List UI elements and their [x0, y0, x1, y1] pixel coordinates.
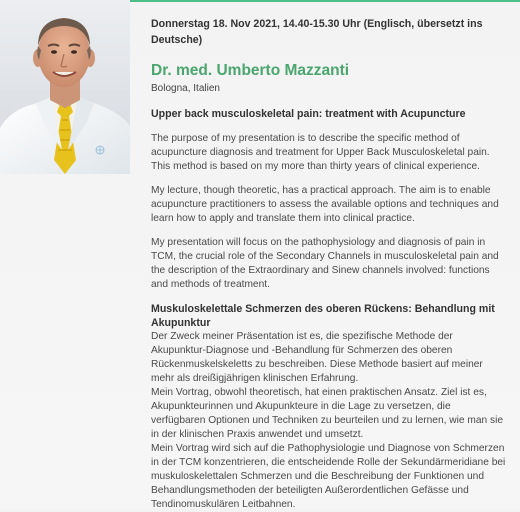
german-paragraph: Der Zweck meiner Präsentation ist es, die spezifische Methode der Akupunktur-Diagnose und -Behandlung für Schmerzen des oberen Rückenmuskelskeletts zu beschreiben. Diese Methode basiert auf meiner mehr als dreißigjährigen klinischen Erfahrung.: [151, 331, 483, 384]
german-paragraph: Mein Vortrag wird sich auf die Pathophysiologie und Diagnose von Schmerzen in der TCM konzentrieren, die entscheidende Rolle der Sekundärmeridiane bei muskuloskelettalen Schmerzen und die Beschreibung der Funktionen und Behandlungsmethoden der beteiligten Außerordentlichen Gefässe und Tendinomuskulären Leitbahnen.: [151, 443, 506, 510]
speaker-location: Bologna, Italien: [151, 83, 220, 94]
english-paragraph: My presentation will focus on the pathophysiology and diagnosis of pain in TCM, the crucial role of the Secondary Channels in musculoskeletal pain and the description of the Extraordinary and Sinew channels involved: functions and methods of treatment.: [151, 237, 499, 290]
speaker-name: Dr. med. Umberto Mazzanti: [151, 62, 350, 79]
speaker-portrait-icon: [0, 0, 130, 174]
event-date-time: Donnerstag 18. Nov 2021, 14.40-15.30 Uhr (Englisch, übersetzt ins Deutsche): [151, 18, 483, 46]
speaker-photo: [0, 0, 130, 174]
talk-title-german: Muskuloskelettale Schmerzen des oberen Rückens: Behandlung mit Akupunktur: [151, 303, 495, 329]
top-accent-line: [130, 0, 520, 2]
talk-title-english: Upper back musculoskeletal pain: treatment with Acupuncture: [151, 108, 466, 120]
german-paragraph: Mein Vortrag, obwohl theoretisch, hat einen praktischen Ansatz. Ziel ist es, Akupunkteurinnen und Akupunkteure in die Lage zu versetzen, die verfügbaren Optionen und Techniken zu beurteilen und zu lernen, wie man sie in der klinischen Praxis anwendet und umsetzt.: [151, 387, 504, 440]
english-paragraph: The purpose of my presentation is to describe the specific method of acupuncture diagnosis and treatment for Upper Back Musculoskeletal pain. This method is based on my more than thirty years of clinical experience.: [151, 133, 490, 172]
english-paragraph: My lecture, though theoretic, has a practical approach. The aim is to enable acupuncture practitioners to assess the available options and techniques and learn how to apply and translate them into clinical practice.: [151, 185, 499, 224]
event-details: [151, 16, 507, 512]
